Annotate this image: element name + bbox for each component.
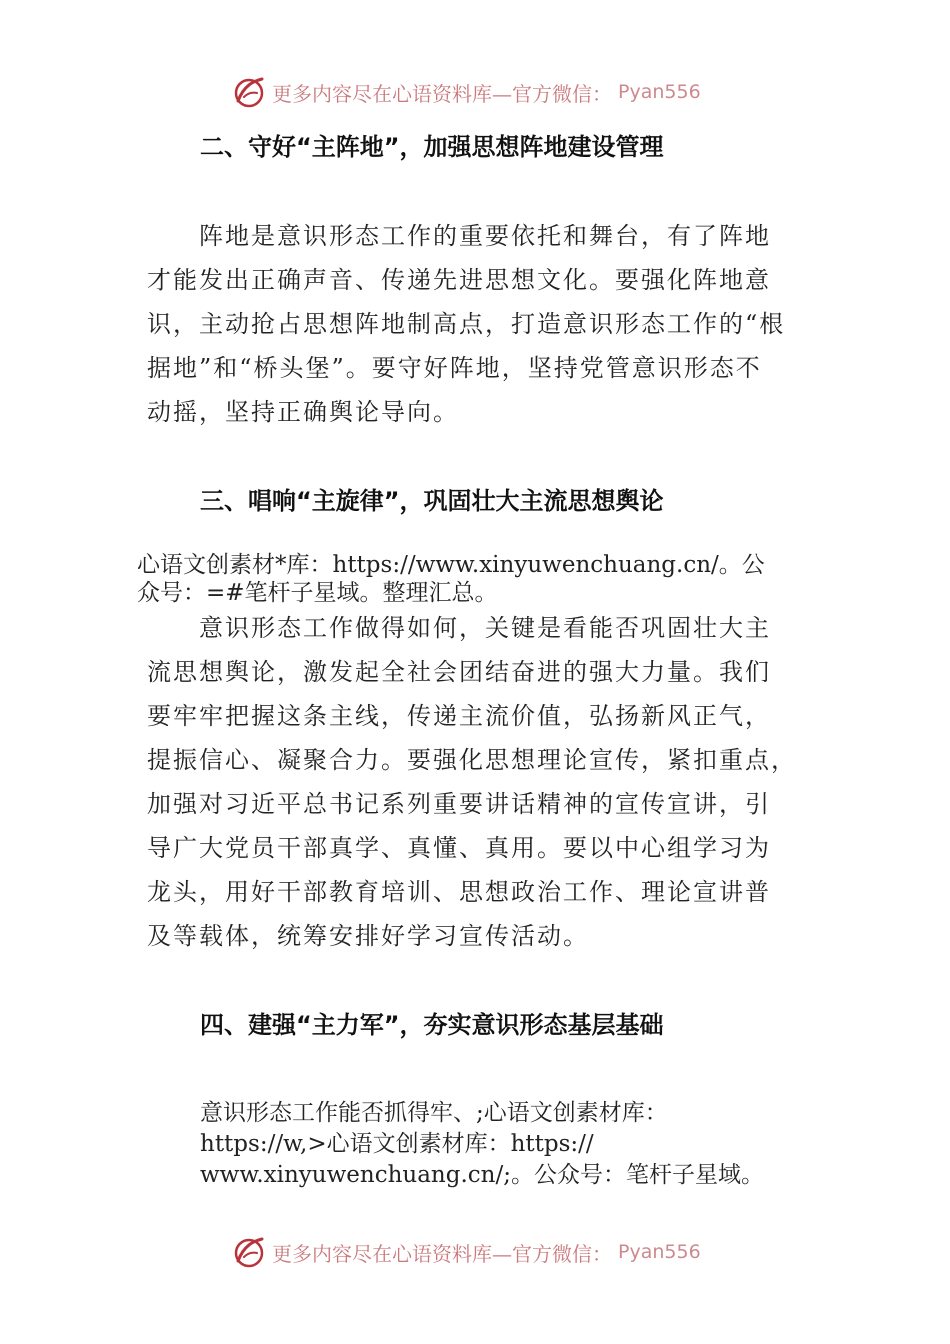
paragraph-line: 据地”和“桥头堡”。要守好阵地，坚持党管意识形态不 — [147, 354, 762, 382]
paragraph-line: 提振信心、凝聚合力。要强化思想理论宣传，紧扣重点， — [147, 746, 797, 774]
paragraph-line: www.xinyuwenchuang.cn/;。公众号：笔杆子星域。 — [200, 1162, 764, 1188]
paragraph-line: 意识形态工作能否抓得牢、;心语文创素材库： — [200, 1100, 668, 1126]
section-paragraph-2 — [147, 214, 785, 434]
paragraph-line: 意识形态工作做得如何，关键是看能否巩固壮大主 — [199, 614, 771, 642]
note-line: 众号：=#笔杆子星域。整理汇总。 — [137, 580, 498, 606]
section-heading-3: 三、唱响“主旋律”，巩固壮大主流思想舆论 — [200, 487, 664, 515]
section-heading-2: 二、守好“主阵地”，加强思想阵地建设管理 — [200, 133, 664, 161]
section-paragraph-4 — [200, 1098, 764, 1191]
paragraph-line: 流思想舆论，激发起全社会团结奋进的强大力量。我们 — [147, 658, 771, 686]
section-paragraph-3 — [147, 606, 797, 958]
paragraph-line: 动摇，坚持正确舆论导向。 — [147, 398, 459, 426]
brush-seal-icon — [232, 75, 266, 109]
source-note — [137, 551, 765, 607]
paragraph-line: https://w,>心语文创素材库：https:// — [200, 1131, 594, 1157]
watermark-text: 更多内容尽在心语资料库—官方微信： — [272, 1241, 612, 1266]
wechat-id: Pyan556 — [618, 81, 701, 103]
watermark-banner-top — [232, 72, 752, 112]
brush-seal-icon — [232, 1235, 266, 1269]
watermark-banner-bottom — [232, 1232, 752, 1272]
wechat-id: Pyan556 — [618, 1241, 701, 1263]
watermark-text: 更多内容尽在心语资料库—官方微信： — [272, 81, 612, 106]
paragraph-line: 要牢牢把握这条主线，传递主流价值，弘扬新风正气， — [147, 702, 771, 730]
note-line: 心语文创素材*库：https://www.xinyuwenchuang.cn/。公 — [137, 552, 765, 578]
paragraph-line: 导广大党员干部真学、真懂、真用。要以中心组学习为 — [147, 834, 771, 862]
paragraph-line: 才能发出正确声音、传递先进思想文化。要强化阵地意 — [147, 266, 771, 294]
paragraph-line: 龙头，用好干部教育培训、思想政治工作、理论宣讲普 — [147, 878, 771, 906]
paragraph-line: 加强对习近平总书记系列重要讲话精神的宣传宣讲，引 — [147, 790, 771, 818]
paragraph-line: 阵地是意识形态工作的重要依托和舞台，有了阵地 — [199, 222, 771, 250]
section-heading-4: 四、建强“主力军”，夯实意识形态基层基础 — [200, 1011, 664, 1039]
paragraph-line: 及等载体，统筹安排好学习宣传活动。 — [147, 922, 589, 950]
paragraph-line: 识，主动抢占思想阵地制高点，打造意识形态工作的“根 — [147, 310, 786, 338]
